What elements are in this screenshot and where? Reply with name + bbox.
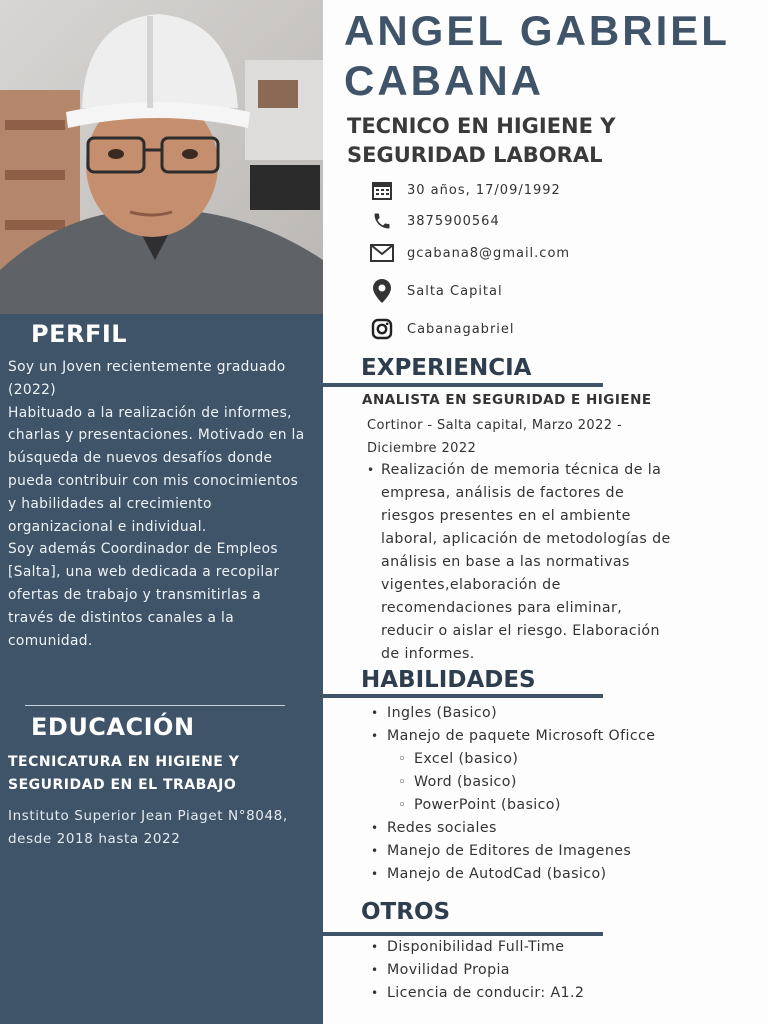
instagram-icon: [370, 317, 394, 341]
perfil-heading: PERFIL: [31, 320, 128, 348]
contact-email[interactable]: [370, 241, 570, 265]
educacion-institution: Instituto Superior Jean Piaget N°8048, desde 2018 hasta 2022: [8, 808, 288, 847]
list-item: • Ingles (Basico): [361, 702, 741, 725]
otros-list: [361, 936, 741, 1005]
educacion-title: TECNICATURA EN HIGIENE Y SEGURIDAD EN EL TRABAJO: [8, 754, 240, 793]
list-item: ◦ Word (basico): [361, 771, 741, 794]
phone-icon: [370, 209, 394, 233]
list-item: • Manejo de paquete Microsoft Oficce: [361, 725, 741, 748]
otros-heading: OTROS: [361, 899, 451, 925]
list-item: • Licencia de conducir: A1.2: [361, 982, 741, 1005]
list-item: • Movilidad Propia: [361, 959, 741, 982]
list-item: • Manejo de AutodCad (basico): [361, 863, 741, 886]
profile-photo-illustration: [0, 0, 323, 314]
divider: [25, 705, 285, 706]
list-item: ◦ PowerPoint (basico): [361, 794, 741, 817]
contact-location: [370, 279, 503, 303]
calendar-icon: [370, 178, 394, 202]
habilidades-list: [361, 702, 741, 886]
experiencia-rule: [323, 383, 603, 387]
location-pin-icon: [370, 279, 394, 303]
email-text: gcabana8@gmail.com: [407, 245, 571, 261]
job-title: TECNICO EN HIGIENE Y SEGURIDAD LABORAL: [347, 114, 616, 167]
birthdate-text: 30 años, 17/09/1992: [407, 182, 561, 198]
experiencia-list: [367, 459, 672, 666]
instagram-text: Cabanagabriel: [407, 321, 515, 337]
location-text: Salta Capital: [407, 283, 503, 299]
profile-photo: [0, 0, 323, 314]
contact-birthdate: [370, 178, 561, 202]
habilidades-rule: [323, 694, 603, 698]
habilidades-heading: HABILIDADES: [361, 667, 536, 693]
contact-instagram[interactable]: [370, 317, 515, 341]
list-item: • Disponibilidad Full-Time: [361, 936, 741, 959]
list-item: • Redes sociales: [361, 817, 741, 840]
job-meta: Cortinor - Salta capital, Marzo 2022 - Diciembre 2022: [367, 418, 623, 456]
experiencia-heading: EXPERIENCIA: [361, 355, 532, 381]
phone-text: 3875900564: [407, 213, 500, 229]
person-name: ANGEL GABRIEL CABANA: [344, 7, 730, 104]
perfil-text: Soy un Joven recientemente graduado (2022) Habituado a la realización de informes, charlas y presentaciones. Motivado en la búsqueda de nuevos desafíos donde pueda contribuir con mis conocimientos y habilidades al crecimiento organizacional e individual. Soy además Coordinador de Empleos [Salta], una web dedicada a recopilar ofertas de trabajo y transmitirlas a través de distintos canales a la comunidad.: [8, 359, 305, 649]
mail-icon: [370, 241, 394, 265]
contact-phone[interactable]: [370, 209, 500, 233]
job-position: ANALISTA EN SEGURIDAD E HIGIENE: [362, 392, 652, 408]
list-item: • Realización de memoria técnica de la empresa, análisis de factores de riesgos presentes en el ambiente laboral, aplicación de metodologías de análisis en base a las normativas vigentes,elaboración de recomendaciones para eliminar, reducir o aislar el riesgo. Elaboración de informes.: [367, 459, 672, 666]
list-item: ◦ Excel (basico): [361, 748, 741, 771]
educacion-heading: EDUCACIÓN: [31, 713, 195, 741]
list-item: • Manejo de Editores de Imagenes: [361, 840, 741, 863]
